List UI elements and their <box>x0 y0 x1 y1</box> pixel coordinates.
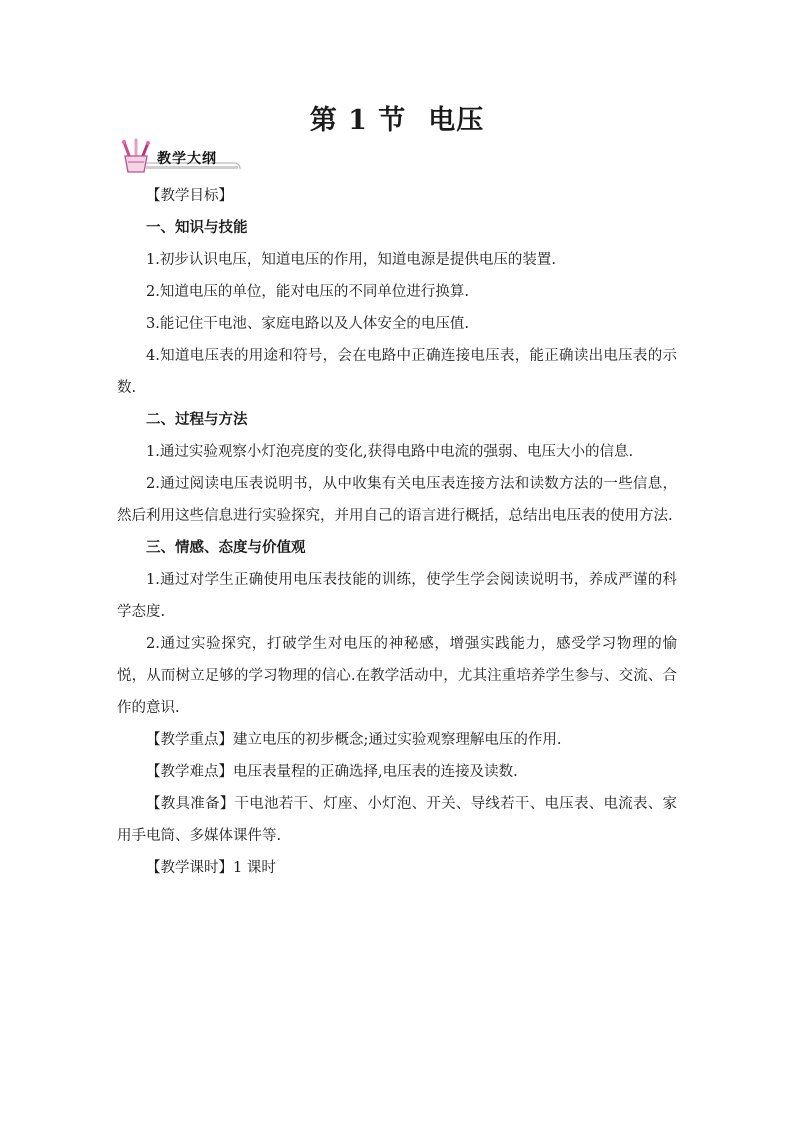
list-item: 3.能记住干电池、家庭电路以及人体安全的电压值. <box>146 316 469 332</box>
difficulties-label: 【教学难点】 <box>146 764 233 780</box>
syllabus-badge <box>116 138 241 174</box>
list-item: 4.知道电压表的用途和符号，会在电路中正确连接电压表，能正确读出电压表的示数. <box>117 348 677 396</box>
badge-label: 教学大纲 <box>157 151 217 167</box>
class-hours <box>117 852 677 884</box>
materials <box>117 788 677 852</box>
objectives-label: 【教学目标】 <box>146 188 233 204</box>
class-hours-label: 【教学课时】 <box>146 860 233 876</box>
title-section-number: 第 1 节 <box>309 105 407 136</box>
list-item: 2.通过阅读电压表说明书，从中收集有关电压表连接方法和读数方法的一些信息，然后利用这些信息进行实验探究，并用自己的语言进行概括，总结出电压表的使用方法. <box>117 476 677 524</box>
list-item: 1.初步认识电压，知道电压的作用，知道电源是提供电压的装置. <box>146 252 556 268</box>
difficulties <box>117 756 677 788</box>
title-topic: 电压 <box>428 105 485 136</box>
key-points-text: 建立电压的初步概念;通过实验观察理解电压的作用. <box>233 732 562 748</box>
page-title <box>0 98 794 137</box>
list-item: 2.通过实验探究，打破学生对电压的神秘感，增强实践能力，感受学习物理的愉悦，从而树立足够的学习物理的信心.在教学活动中，尤其注重培养学生参与、交流、合作的意识. <box>117 636 677 716</box>
difficulties-text: 电压表量程的正确选择,电压表的连接及读数. <box>233 764 518 780</box>
list-item: 1.通过对学生正确使用电压表技能的训练，使学生学会阅读说明书，养成严谨的科学态度. <box>117 572 677 620</box>
list-item: 1.通过实验观察小灯泡亮度的变化,获得电路中电流的强弱、电压大小的信息. <box>146 444 634 460</box>
section-heading-process: 二、过程与方法 <box>146 411 248 428</box>
section-heading-attitude: 三、情感、态度与价值观 <box>146 539 306 556</box>
section-heading-knowledge: 一、知识与技能 <box>146 219 248 236</box>
class-hours-text: 1 课时 <box>233 860 276 876</box>
syllabus-content <box>117 180 677 884</box>
materials-text: 干电池若干、灯座、小灯泡、开关、导线若干、电压表、电流表、家用手电筒、多媒体课件等. <box>117 796 678 844</box>
key-points <box>117 724 677 756</box>
key-points-label: 【教学重点】 <box>146 732 233 748</box>
list-item: 2.知道电压的单位，能对电压的不同单位进行换算. <box>146 284 469 300</box>
materials-label: 【教具准备】 <box>146 796 235 812</box>
